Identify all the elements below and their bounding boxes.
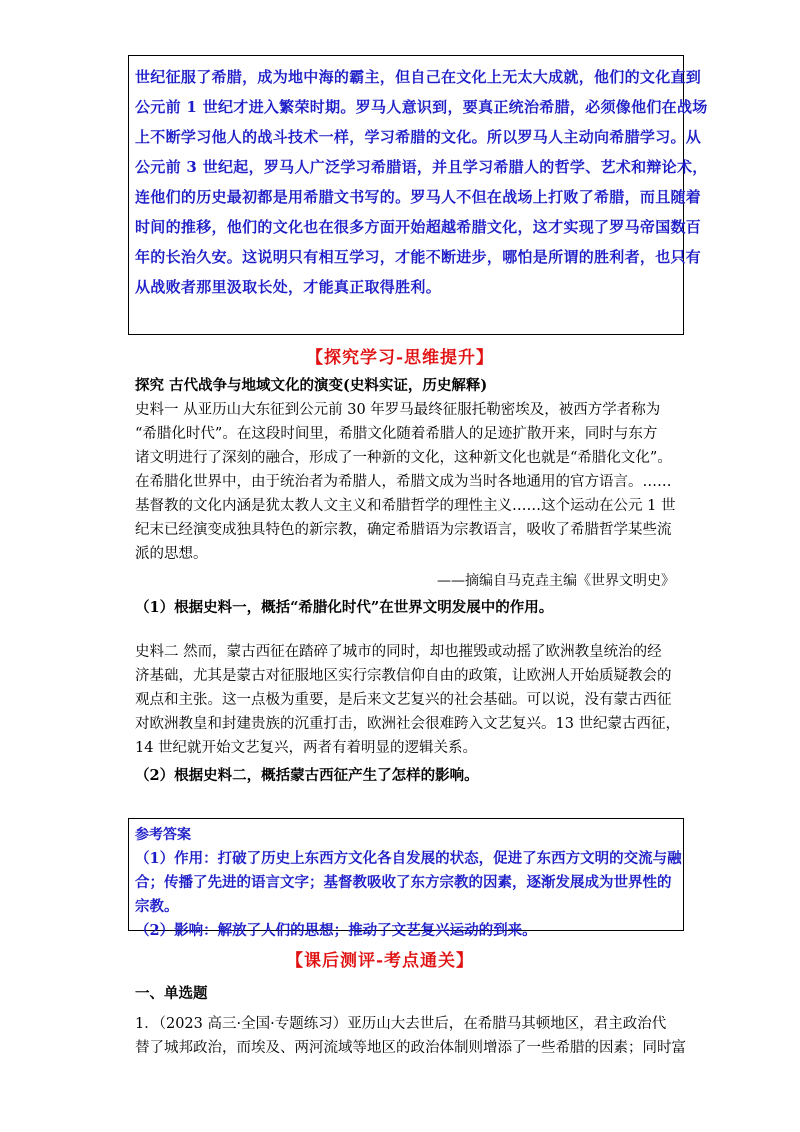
source-material-2 xyxy=(135,640,680,760)
text-line: 派的思想。 xyxy=(135,546,208,562)
text-line: 公元前 1 世纪才进入繁荣时期。罗马人意识到，要真正统治希腊，必须像他们在战场 xyxy=(135,98,708,116)
text-line: 世纪征服了希腊，成为地中海的霸主，但自己在文化上无太大成就，他们的文化直到 xyxy=(135,68,702,86)
answer-box xyxy=(128,818,684,939)
question-item-1 xyxy=(135,1012,686,1060)
text-line: 替了城邦政治，而埃及、两河流域等地区的政治体制则增添了一些希腊的因素；同时富 xyxy=(135,1040,686,1056)
question-1: （1）根据史料一，概括“希腊化时代”在世界文明发展中的作用。 xyxy=(135,599,554,616)
text-line: 济基础，尤其是蒙古对征服地区实行宗教信仰自由的政策，让欧洲人开始质疑教会的 xyxy=(135,668,672,684)
text-line: 观点和主张。这一点极为重要，是后来文艺复兴的社会基础。可以说，没有蒙古西征 xyxy=(135,692,672,708)
text-line: 连他们的历史最初都是用希腊文书写的。罗马人不但在战场上打败了希腊，而且随着 xyxy=(135,188,702,206)
question-2: （2）根据史料二，概括蒙古西征产生了怎样的影响。 xyxy=(135,767,479,784)
section-title-inquiry: 【探究学习-思维提升】 xyxy=(305,348,495,368)
text-line: 时间的推移，他们的文化也在很多方面开始超越希腊文化，这才实现了罗马帝国数百 xyxy=(135,218,702,236)
text-line: 从战败者那里汲取长处，才能真正取得胜利。 xyxy=(135,278,442,296)
text-line: 公元前 3 世纪起，罗马人广泛学习希腊语，并且学习希腊人的哲学、艺术和辩论术， xyxy=(135,158,708,176)
single-choice-heading: 一、单选题 xyxy=(135,985,208,1002)
citation: ——摘编自马克垚主编《世界文明史》 xyxy=(437,573,675,589)
text-line: 对欧洲教皇和封建贵族的沉重打击，欧洲社会很难跨入文艺复兴。13 世纪蒙古西征， xyxy=(135,716,681,732)
text-line: 上不断学习他人的战斗技术一样，学习希腊的文化。所以罗马人主动向希腊学习。从 xyxy=(135,128,702,146)
text-line: 基督教的文化内涵是犹太教人文主义和希腊哲学的理性主义……这个运动在公元 1 世 xyxy=(135,498,676,514)
text-line: 14 世纪就开始文艺复兴，两者有着明显的逻辑关系。 xyxy=(135,740,478,756)
text-line: 诸文明进行了深刻的融合，形成了一种新的文化，这种新文化也就是“希腊化文化”。 xyxy=(135,450,672,466)
text-line: 史料一 从亚历山大东征到公元前 30 年罗马最终征服托勒密埃及，被西方学者称为 xyxy=(135,402,661,418)
text-line: （2）影响：解放了人们的思想；推动了文艺复兴运动的到来。 xyxy=(135,922,537,939)
text-line: 在希腊化世界中，由于统治者为希腊人，希腊文成为当时各地通用的官方语言。…… xyxy=(135,474,672,490)
inquiry-heading: 探究 古代战争与地域文化的演变(史料实证，历史解释) xyxy=(135,377,488,394)
text-line: 年的长治久安。这说明只有相互学习，才能不断进步，哪怕是所谓的胜利者，也只有 xyxy=(135,248,702,266)
text-line: （1）作用：打破了历史上东西方文化各自发展的状态，促进了东西方文明的交流与融 xyxy=(135,850,682,867)
reading-box xyxy=(128,55,708,335)
text-line: “希腊化时代”。在这段时间里，希腊文化随着希腊人的足迹扩散开来，同时与东方 xyxy=(135,426,658,442)
text-line: 合；传播了先进的语言文字；基督教吸收了东方宗教的因素，逐渐发展成为世界性的 xyxy=(135,874,672,891)
answer-heading: 参考答案 xyxy=(135,827,191,843)
text-line: 1．（2023 高三·全国·专题练习）亚历山大去世后，在希腊马其顿地区，君主政治代 xyxy=(135,1016,667,1032)
section-title-assessment: 【课后测评-考点通关】 xyxy=(285,951,475,971)
source-material-1 xyxy=(135,398,680,566)
text-line: 纪末已经演变成独具特色的新宗教，确定希腊语为宗教语言，吸收了希腊哲学某些流 xyxy=(135,522,672,538)
text-line: 史料二 然而，蒙古西征在踏碎了城市的同时，却也摧毁或动摇了欧洲教皇统治的经 xyxy=(135,644,662,660)
text-line: 宗教。 xyxy=(135,898,179,915)
